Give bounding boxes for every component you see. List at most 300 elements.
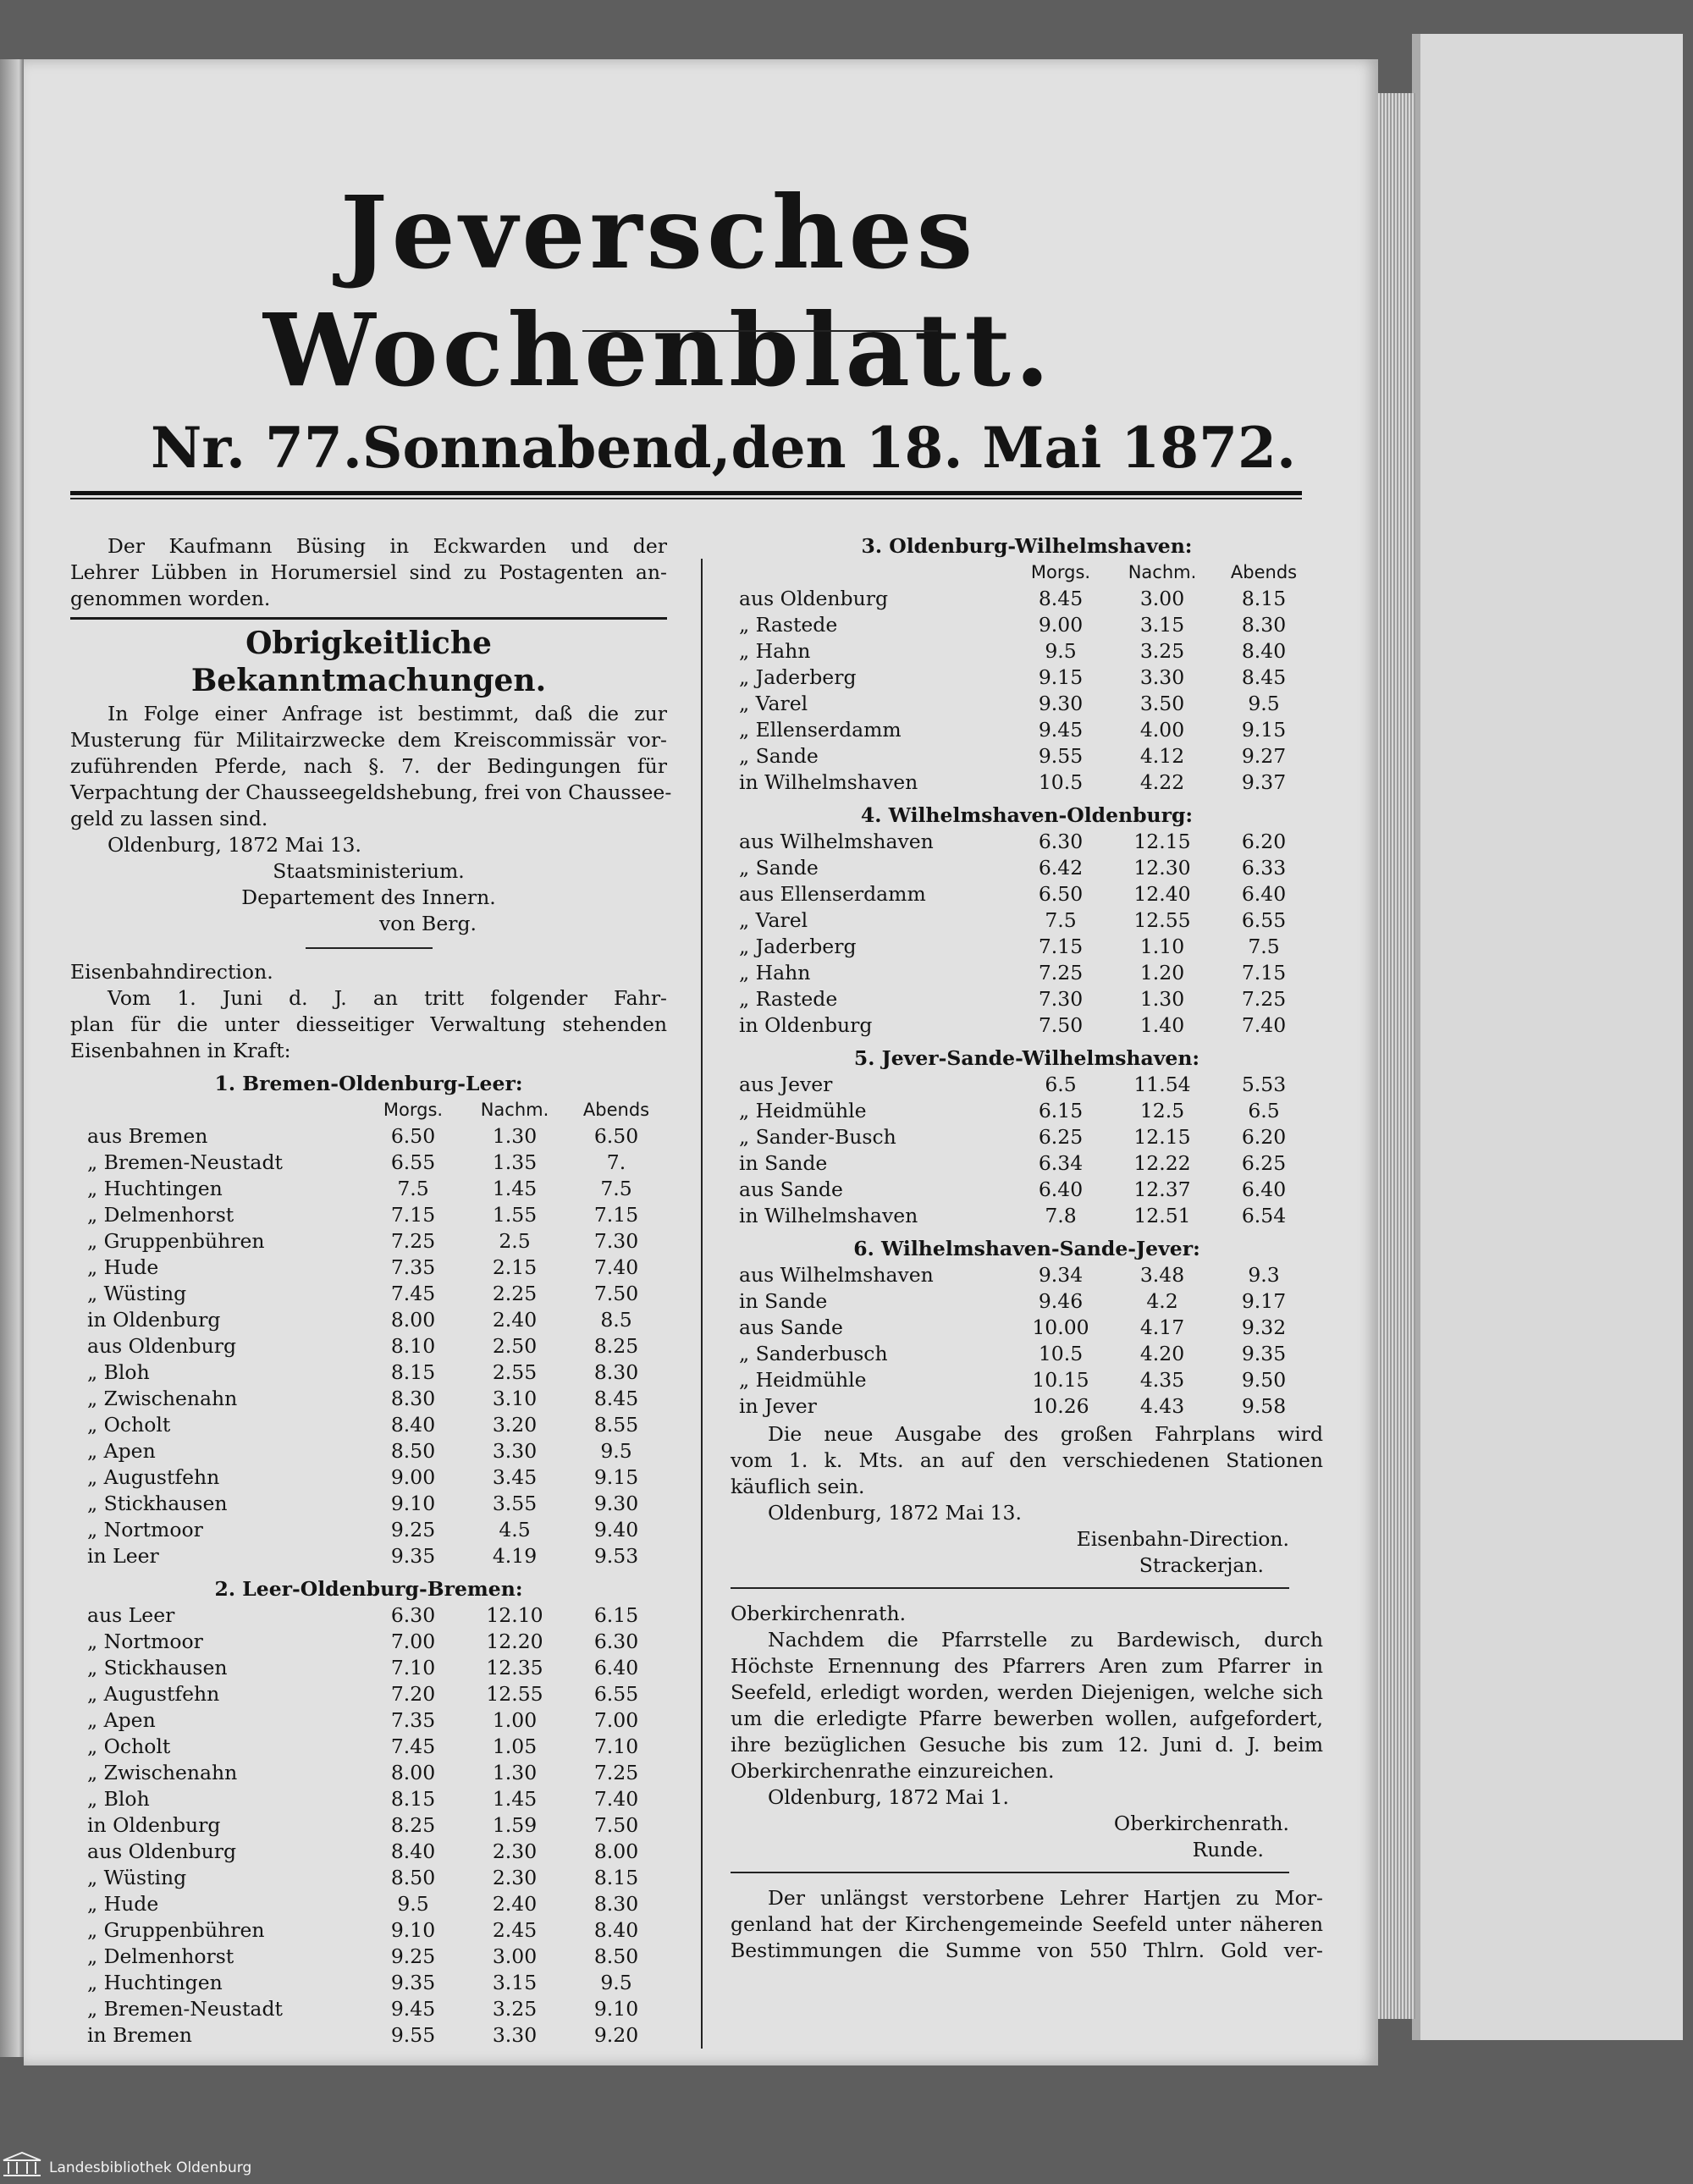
okr-heading: Oberkirchenrath. <box>731 1602 907 1625</box>
station-name: „ Heidmühle <box>739 1368 867 1392</box>
nachmittags-time: 12.22 <box>1133 1151 1191 1175</box>
timetable-row <box>70 1891 667 1917</box>
okr-line: Oberkirchenrathe einzureichen. <box>731 1759 1055 1783</box>
morgens-time: 9.10 <box>390 1918 436 1942</box>
abends-time: 6.5 <box>1248 1099 1280 1122</box>
fahrplan-signature: Eisenbahn-Direction. <box>1076 1527 1289 1551</box>
morgens-time: 6.55 <box>390 1150 436 1174</box>
timetable-title: 6. Wilhelmshaven-Sande-Jever: <box>853 1237 1200 1260</box>
column-morgens: Morgs. <box>383 1100 444 1120</box>
morgens-time: 9.30 <box>1038 692 1084 715</box>
abends-time: 9.5 <box>1248 692 1280 715</box>
okr-line: um die erledigte Pfarre bewerben wollen, aufgefordert, <box>731 1707 1323 1730</box>
abends-time: 8.30 <box>593 1892 639 1916</box>
nachmittags-time: 1.30 <box>492 1761 538 1784</box>
abends-time: 9.50 <box>1241 1368 1287 1392</box>
morgens-time: 8.50 <box>390 1439 436 1463</box>
abends-time: 6.20 <box>1241 830 1287 853</box>
divider <box>731 1872 1289 1873</box>
morgens-time: 9.25 <box>390 1518 436 1541</box>
timetable-row <box>70 1543 667 1569</box>
station-name: aus Leer <box>87 1603 175 1627</box>
station-name: in Leer <box>87 1544 159 1568</box>
notice-line: genommen worden. <box>70 587 271 610</box>
library-credit: Landesbibliothek Oldenburg <box>49 2159 252 2176</box>
station-name: „ Zwischenahn <box>87 1761 238 1784</box>
abends-time: 8.50 <box>593 1944 639 1968</box>
station-name: aus Sande <box>739 1315 843 1339</box>
timetable-row <box>731 907 1323 934</box>
abends-time: 6.30 <box>593 1630 639 1653</box>
station-name: „ Ellenserdamm <box>739 718 902 742</box>
station-name: aus Wilhelmshaven <box>739 1263 934 1287</box>
station-name: „ Ocholt <box>87 1413 171 1437</box>
timetable-row <box>731 1367 1323 1393</box>
morgens-time: 8.30 <box>390 1387 436 1410</box>
station-name: „ Bloh <box>87 1360 150 1384</box>
fahrplan-line: käuflich sein. <box>731 1475 865 1498</box>
timetable-row <box>70 1917 667 1944</box>
abends-time: 9.53 <box>593 1544 639 1568</box>
nachmittags-time: 2.45 <box>492 1918 538 1942</box>
abends-time: 8.40 <box>593 1918 639 1942</box>
station-name: „ Jaderberg <box>739 665 857 689</box>
nachmittags-time: 4.5 <box>499 1518 531 1541</box>
notice-line: Lehrer Lübben in Horumersiel sind zu Postagenten an- <box>70 560 667 584</box>
fahrplan-line: Die neue Ausgabe des großen Fahrplans wird <box>768 1422 1323 1446</box>
morgens-time: 10.5 <box>1038 770 1084 794</box>
nachmittags-time: 3.25 <box>1139 639 1185 663</box>
decree-line: Verpachtung der Chausseegeldshebung, frei von Chaussee- <box>70 780 672 804</box>
abends-time: 9.40 <box>593 1518 639 1541</box>
morgens-time: 7.25 <box>390 1229 436 1253</box>
timetable-row <box>731 638 1323 665</box>
okr-signature: Oberkirchenrath. <box>1113 1812 1289 1835</box>
station-name: „ Augustfehn <box>87 1465 220 1489</box>
timetable-1 <box>70 1123 667 1569</box>
morgens-time: 7.45 <box>390 1735 436 1758</box>
nachmittags-time: 2.40 <box>492 1892 538 1916</box>
abends-time: 9.15 <box>593 1465 639 1489</box>
abends-time: 6.40 <box>1241 882 1287 906</box>
morgens-time: 6.30 <box>1038 830 1084 853</box>
morgens-time: 10.15 <box>1032 1368 1089 1392</box>
abends-time: 6.55 <box>593 1682 639 1706</box>
timetable-header <box>70 1097 667 1123</box>
nachmittags-time: 4.00 <box>1139 718 1185 742</box>
morgens-time: 7.8 <box>1045 1204 1077 1227</box>
nachmittags-time: 3.50 <box>1139 692 1185 715</box>
morgens-time: 10.26 <box>1032 1394 1089 1418</box>
morgens-time: 8.10 <box>390 1334 436 1358</box>
nachmittags-time: 1.55 <box>492 1203 538 1227</box>
abends-time: 6.25 <box>1241 1151 1287 1175</box>
morgens-time: 7.10 <box>390 1656 436 1679</box>
abends-time: 7.40 <box>593 1255 639 1279</box>
morgens-time: 9.00 <box>1038 613 1084 637</box>
station-name: aus Wilhelmshaven <box>739 830 934 853</box>
station-name: „ Gruppenbühren <box>87 1229 265 1253</box>
morgens-time: 9.25 <box>390 1944 436 1968</box>
morgens-time: 8.00 <box>390 1761 436 1784</box>
morgens-time: 9.35 <box>390 1971 436 1994</box>
station-name: „ Bremen-Neustadt <box>87 1997 283 2021</box>
morgens-time: 6.50 <box>1038 882 1084 906</box>
timetable-5 <box>731 1072 1323 1229</box>
divider <box>731 1587 1289 1589</box>
abends-time: 9.10 <box>593 1997 639 2021</box>
station-name: „ Delmenhorst <box>87 1944 234 1968</box>
morgens-time: 6.30 <box>390 1603 436 1627</box>
okr-signature: Runde. <box>1192 1838 1264 1861</box>
abends-time: 7.40 <box>593 1787 639 1811</box>
morgens-time: 8.15 <box>390 1787 436 1811</box>
nachmittags-time: 2.5 <box>499 1229 531 1253</box>
timetable-row <box>731 934 1323 960</box>
timetable-row <box>70 1734 667 1760</box>
abends-time: 6.33 <box>1241 856 1287 880</box>
nachmittags-time: 3.30 <box>492 2023 538 2047</box>
timetable-row <box>70 1970 667 1996</box>
morgens-time: 6.25 <box>1038 1125 1084 1149</box>
station-name: „ Augustfehn <box>87 1682 220 1706</box>
timetable-row <box>731 829 1323 855</box>
fahrplan-signature: Strackerjan. <box>1139 1553 1264 1577</box>
timetable-row <box>731 1315 1323 1341</box>
nachmittags-time: 12.5 <box>1139 1099 1185 1122</box>
nachmittags-time: 12.15 <box>1133 1125 1191 1149</box>
abends-time: 9.37 <box>1241 770 1287 794</box>
morgens-time: 6.5 <box>1045 1073 1077 1096</box>
station-name: „ Sande <box>739 744 819 768</box>
abends-time: 8.5 <box>600 1308 632 1332</box>
nachmittags-time: 2.55 <box>492 1360 538 1384</box>
abends-time: 9.3 <box>1248 1263 1280 1287</box>
station-name: „ Gruppenbühren <box>87 1918 265 1942</box>
morgens-time: 9.45 <box>390 1997 436 2021</box>
abends-time: 6.20 <box>1241 1125 1287 1149</box>
notice-line: Der Kaufmann Büsing in Eckwarden und der <box>108 534 667 558</box>
column-abends: Abends <box>1230 562 1298 582</box>
issue-date: den 18. Mai 1872. <box>731 415 1296 481</box>
timetable-row <box>70 1438 667 1464</box>
decree-signature: Departement des Innern. <box>241 885 496 909</box>
morgens-time: 8.15 <box>390 1360 436 1384</box>
rail-intro-line: Eisenbahnen in Kraft: <box>70 1039 291 1062</box>
station-name: „ Wüsting <box>87 1282 187 1305</box>
abends-time: 8.15 <box>1241 587 1287 610</box>
station-name: aus Oldenburg <box>87 1839 236 1863</box>
morgens-time: 7.5 <box>397 1177 429 1200</box>
timetable-row <box>731 1098 1323 1124</box>
header-rule <box>70 491 1302 495</box>
section-rule <box>70 617 667 620</box>
timetable-row <box>731 1203 1323 1229</box>
station-name: „ Zwischenahn <box>87 1387 238 1410</box>
morgens-time: 7.35 <box>390 1708 436 1732</box>
timetable-row <box>731 1341 1323 1367</box>
abends-time: 6.54 <box>1241 1204 1287 1227</box>
station-name: in Oldenburg <box>87 1813 221 1837</box>
nachmittags-time: 2.50 <box>492 1334 538 1358</box>
morgens-time: 7.35 <box>390 1255 436 1279</box>
station-name: „ Wüsting <box>87 1866 187 1889</box>
station-name: „ Apen <box>87 1708 156 1732</box>
timetable-row <box>731 1072 1323 1098</box>
abends-time: 9.20 <box>593 2023 639 2047</box>
station-name: „ Bremen-Neustadt <box>87 1150 283 1174</box>
nachmittags-time: 3.30 <box>1139 665 1185 689</box>
abends-time: 8.30 <box>1241 613 1287 637</box>
nachmittags-time: 1.59 <box>492 1813 538 1837</box>
column-morgens: Morgs. <box>1030 562 1091 582</box>
station-name: „ Sanderbusch <box>739 1342 888 1365</box>
morgens-time: 10.00 <box>1032 1315 1089 1339</box>
nachmittags-time: 3.25 <box>492 1997 538 2021</box>
nachmittags-time: 12.30 <box>1133 856 1191 880</box>
timetable-row <box>70 1812 667 1839</box>
morgens-time: 9.45 <box>1038 718 1084 742</box>
timetable-row <box>731 691 1323 717</box>
abends-time: 7.25 <box>1241 987 1287 1011</box>
article-line: genland hat der Kirchengemeinde Seefeld unter näheren <box>731 1912 1323 1936</box>
nachmittags-time: 3.00 <box>492 1944 538 1968</box>
morgens-time: 7.20 <box>390 1682 436 1706</box>
abends-time: 8.30 <box>593 1360 639 1384</box>
morgens-time: 9.10 <box>390 1492 436 1515</box>
abends-time: 9.32 <box>1241 1315 1287 1339</box>
timetable-row <box>731 881 1323 907</box>
station-name: „ Hahn <box>739 639 811 663</box>
abends-time: 9.27 <box>1241 744 1287 768</box>
abends-time: 7.50 <box>593 1282 639 1305</box>
timetable-row <box>731 986 1323 1012</box>
station-name: in Wilhelmshaven <box>739 770 918 794</box>
abends-time: 8.15 <box>593 1866 639 1889</box>
station-name: in Sande <box>739 1151 828 1175</box>
abends-time: 7.30 <box>593 1229 639 1253</box>
station-name: „ Varel <box>739 692 808 715</box>
nachmittags-time: 3.15 <box>1139 613 1185 637</box>
decree-signature: Staatsministerium. <box>273 859 465 883</box>
nachmittags-time: 4.43 <box>1139 1394 1185 1418</box>
morgens-time: 6.42 <box>1038 856 1084 880</box>
abends-time: 7.15 <box>593 1203 639 1227</box>
morgens-time: 9.35 <box>390 1544 436 1568</box>
divider <box>306 947 433 949</box>
nachmittags-time: 1.45 <box>492 1177 538 1200</box>
timetable-4 <box>731 829 1323 1039</box>
rail-intro-line: plan für die unter diesseitiger Verwaltung stehenden <box>70 1012 667 1036</box>
timetable-row <box>70 1150 667 1176</box>
abends-time: 7.00 <box>593 1708 639 1732</box>
nachmittags-time: 2.30 <box>492 1866 538 1889</box>
nachmittags-time: 12.40 <box>1133 882 1191 906</box>
nachmittags-time: 12.55 <box>1133 908 1191 932</box>
nachmittags-time: 3.30 <box>492 1439 538 1463</box>
okr-date: Oldenburg, 1872 Mai 1. <box>768 1785 1010 1809</box>
abends-time: 6.40 <box>1241 1177 1287 1201</box>
abends-time: 8.40 <box>1241 639 1287 663</box>
station-name: aus Jever <box>739 1073 833 1096</box>
decree-line: geld zu lassen sind. <box>70 807 268 830</box>
morgens-time: 7.00 <box>390 1630 436 1653</box>
article-line: Bestimmungen die Summe von 550 Thlrn. Gold ver- <box>731 1939 1323 1962</box>
nachmittags-time: 4.20 <box>1139 1342 1185 1365</box>
abends-time: 9.17 <box>1241 1289 1287 1313</box>
nachmittags-time: 1.30 <box>1139 987 1185 1011</box>
morgens-time: 7.45 <box>390 1282 436 1305</box>
decree-signature: von Berg. <box>379 912 477 935</box>
decree-line: Musterung für Militairzwecke dem Kreiscommissär vor- <box>70 728 667 752</box>
decree-line: zuführenden Pferde, nach §. 7. der Bedingungen für <box>70 754 667 778</box>
timetable-row <box>731 1150 1323 1177</box>
morgens-time: 7.30 <box>1038 987 1084 1011</box>
timetable-title: 4. Wilhelmshaven-Oldenburg: <box>860 803 1194 827</box>
timetable-row <box>70 1839 667 1865</box>
nachmittags-time: 4.35 <box>1139 1368 1185 1392</box>
station-name: „ Hude <box>87 1255 159 1279</box>
timetable-row <box>731 743 1323 769</box>
morgens-time: 8.45 <box>1038 587 1084 610</box>
decree-line: In Folge einer Anfrage ist bestimmt, daß die zur <box>108 702 667 725</box>
nachmittags-time: 1.35 <box>492 1150 538 1174</box>
timetable-row <box>731 612 1323 638</box>
column-divider <box>701 559 703 2049</box>
timetable-row <box>70 1255 667 1281</box>
timetable-row <box>70 1629 667 1655</box>
abends-time: 7.5 <box>600 1177 632 1200</box>
timetable-row <box>731 1012 1323 1039</box>
decree-date: Oldenburg, 1872 Mai 13. <box>108 833 361 857</box>
nachmittags-time: 4.2 <box>1146 1289 1178 1313</box>
timetable-row <box>70 1655 667 1681</box>
timetable-row <box>731 1124 1323 1150</box>
nachmittags-time: 3.10 <box>492 1387 538 1410</box>
timetable-row <box>731 1177 1323 1203</box>
morgens-time: 8.00 <box>390 1308 436 1332</box>
column-abends: Abends <box>582 1100 650 1120</box>
nachmittags-time: 12.10 <box>486 1603 543 1627</box>
abends-time: 7.50 <box>593 1813 639 1837</box>
issue-day: Sonnabend, <box>361 415 731 481</box>
station-name: in Sande <box>739 1289 828 1313</box>
timetable-title: 1. Bremen-Oldenburg-Leer: <box>214 1072 523 1095</box>
abends-time: 8.25 <box>593 1334 639 1358</box>
section-heading: Obrigkeitliche Bekanntmachungen. <box>190 626 547 698</box>
nachmittags-time: 12.37 <box>1133 1177 1191 1201</box>
nachmittags-time: 12.15 <box>1133 830 1191 853</box>
timetable-row <box>70 1786 667 1812</box>
station-name: „ Rastede <box>739 987 838 1011</box>
timetable-row <box>70 1602 667 1629</box>
nachmittags-time: 12.20 <box>486 1630 543 1653</box>
station-name: in Jever <box>739 1394 817 1418</box>
morgens-time: 9.5 <box>397 1892 429 1916</box>
nachmittags-time: 4.17 <box>1139 1315 1185 1339</box>
timetable-6 <box>731 1262 1323 1420</box>
morgens-time: 7.50 <box>1038 1013 1084 1037</box>
timetable-row <box>70 1202 667 1228</box>
timetable-header <box>731 560 1323 586</box>
nachmittags-time: 1.20 <box>1139 961 1185 984</box>
timetable-row <box>731 769 1323 796</box>
timetable-row <box>70 1944 667 1970</box>
abends-time: 7. <box>606 1150 626 1174</box>
station-name: „ Varel <box>739 908 808 932</box>
morgens-time: 9.00 <box>390 1465 436 1489</box>
abends-time: 8.45 <box>1241 665 1287 689</box>
station-name: „ Hahn <box>739 961 811 984</box>
timetable-3 <box>731 586 1323 796</box>
nachmittags-time: 2.25 <box>492 1282 538 1305</box>
station-name: „ Stickhausen <box>87 1492 228 1515</box>
abends-time: 7.15 <box>1241 961 1287 984</box>
library-building-icon <box>2 2152 42 2177</box>
abends-time: 7.40 <box>1241 1013 1287 1037</box>
timetable-row <box>70 1517 667 1543</box>
station-name: in Wilhelmshaven <box>739 1204 918 1227</box>
timetable-row <box>70 1760 667 1786</box>
nachmittags-time: 11.54 <box>1133 1073 1191 1096</box>
station-name: „ Nortmoor <box>87 1518 203 1541</box>
nachmittags-time: 4.22 <box>1139 770 1185 794</box>
fahrplan-date: Oldenburg, 1872 Mai 13. <box>768 1501 1022 1525</box>
timetable-title: 3. Oldenburg-Wilhelmshaven: <box>861 534 1193 558</box>
rail-intro-line: Vom 1. Juni d. J. an tritt folgender Fahr- <box>108 986 667 1010</box>
rail-heading: Eisenbahndirection. <box>70 960 273 984</box>
morgens-time: 6.15 <box>1038 1099 1084 1122</box>
timetable-row <box>70 1681 667 1707</box>
timetable-row <box>70 1359 667 1386</box>
morgens-time: 9.15 <box>1038 665 1084 689</box>
masthead: Jeversches Wochenblatt. <box>263 174 1054 409</box>
station-name: „ Nortmoor <box>87 1630 203 1653</box>
morgens-time: 9.34 <box>1038 1263 1084 1287</box>
station-name: aus Oldenburg <box>87 1334 236 1358</box>
station-name: „ Delmenhorst <box>87 1203 234 1227</box>
nachmittags-time: 1.30 <box>492 1124 538 1148</box>
abends-time: 7.10 <box>593 1735 639 1758</box>
morgens-time: 6.50 <box>390 1124 436 1148</box>
morgens-time: 6.40 <box>1038 1177 1084 1201</box>
timetable-2 <box>70 1602 667 2049</box>
timetable-row <box>70 1123 667 1150</box>
column-nachmittags: Nachm. <box>1128 562 1197 582</box>
station-name: „ Sande <box>739 856 819 880</box>
masthead-rule <box>582 330 938 332</box>
nachmittags-time: 1.00 <box>492 1708 538 1732</box>
station-name: „ Bloh <box>87 1787 150 1811</box>
timetable-title: 5. Jever-Sande-Wilhelmshaven: <box>853 1046 1200 1070</box>
okr-line: Nachdem die Pfarrstelle zu Bardewisch, durch <box>768 1628 1323 1652</box>
newspaper-page <box>24 59 1378 2065</box>
timetable-row <box>70 1996 667 2022</box>
timetable-row <box>70 1228 667 1255</box>
timetable-row <box>70 1412 667 1438</box>
morgens-time: 9.55 <box>390 2023 436 2047</box>
nachmittags-time: 1.40 <box>1139 1013 1185 1037</box>
nachmittags-time: 2.30 <box>492 1839 538 1863</box>
morgens-time: 8.40 <box>390 1839 436 1863</box>
nachmittags-time: 1.10 <box>1139 935 1185 958</box>
station-name: „ Hude <box>87 1892 159 1916</box>
abends-time: 9.5 <box>600 1439 632 1463</box>
station-name: in Oldenburg <box>87 1308 221 1332</box>
nachmittags-time: 3.48 <box>1139 1263 1185 1287</box>
station-name: „ Ocholt <box>87 1735 171 1758</box>
timetable-row <box>70 1281 667 1307</box>
